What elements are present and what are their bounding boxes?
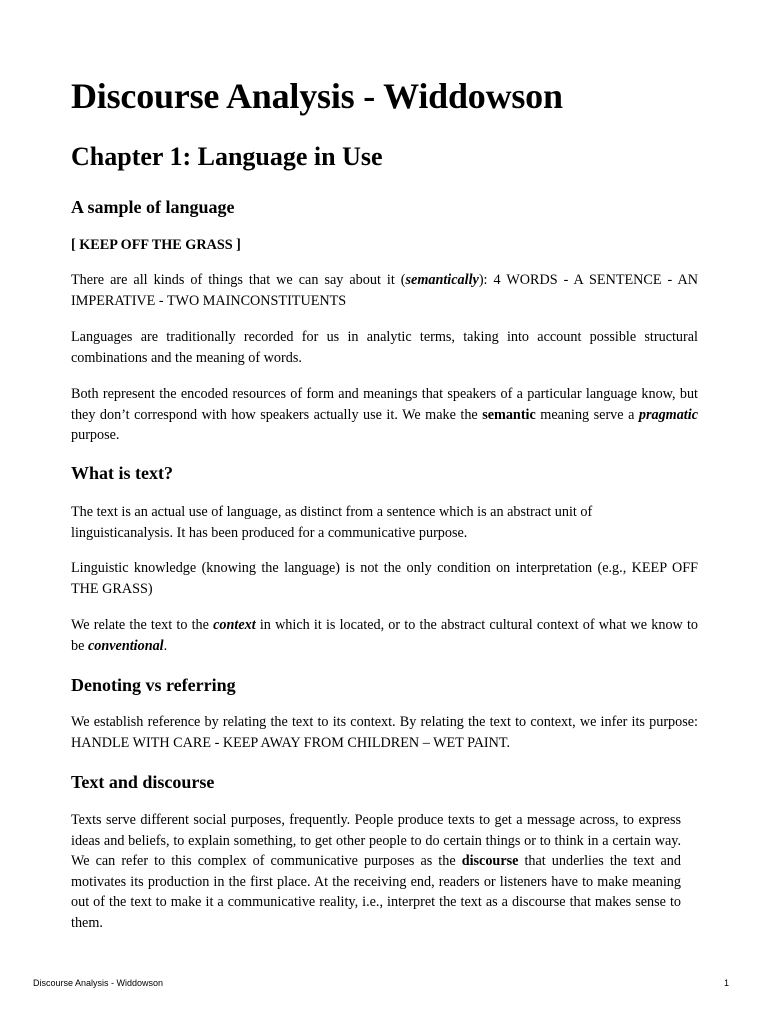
section-heading-discourse: Text and discourse bbox=[71, 772, 215, 792]
section-heading-text: What is text? bbox=[71, 463, 173, 483]
footer-page-number: 1 bbox=[724, 978, 730, 988]
paragraph-text-2: Linguistic knowledge (knowing the language) is not the only condition on interpretation (e.g., KEEP OFF THE GRASS) bbox=[71, 560, 698, 597]
paragraph-sample-2: Languages are traditionally recorded for us in analytic terms, taking into account possible structural combinations and the meaning of words. bbox=[71, 329, 698, 366]
section-heading-denoting: Denoting vs referring bbox=[71, 675, 236, 695]
paragraph-text-3: We relate the text to the context in which it is located, or to the abstract cultural context of what we know to be conventional. bbox=[71, 617, 698, 654]
section-heading-sample: A sample of language bbox=[71, 197, 235, 217]
paragraph-text-1: The text is an actual use of language, as distinct from a sentence which is an abstract unit of linguisticanalysis. It has been produced for a communicative purpose. bbox=[71, 504, 593, 541]
paragraph-sample-1: There are all kinds of things that we can say about it (semantically): 4 WORDS - A SENTENCE - AN IMPERATIVE - TWO MAINCONSTITUENTS bbox=[71, 272, 698, 309]
paragraph-denoting-1: We establish reference by relating the text to its context. By relating the text to context, we infer its purpose: HANDLE WITH CARE - KEEP AWAY FROM CHILDREN – WET PAINT. bbox=[71, 714, 698, 751]
paragraph-sample-3: Both represent the encoded resources of form and meanings that speakers of a particular language know, but they don’t correspond with how speakers actually use it. We make the semantic meaning serve a pragmatic purpose. bbox=[71, 386, 698, 443]
paragraph-discourse-1: Texts serve different social purposes, frequently. People produce texts to get a message across, to express ideas and beliefs, to explain something, to get other people to do certain things or to think in a certain way. We can refer to this complex of communicative purposes as the discourse that underlies the text and motivates its production in the first place. At the receiving end, readers or listeners have to make meaning out of the text to make it a communicative reality, i.e., interpret the text as a discourse that makes sense to them. bbox=[71, 812, 681, 931]
chapter-heading: Chapter 1: Language in Use bbox=[71, 142, 383, 171]
keep-off-the-grass-phrase: [ KEEP OFF THE GRASS ] bbox=[71, 237, 241, 253]
document-title: Discourse Analysis - Widdowson bbox=[71, 76, 563, 116]
footer-label: Discourse Analysis - Widdowson bbox=[33, 978, 164, 988]
